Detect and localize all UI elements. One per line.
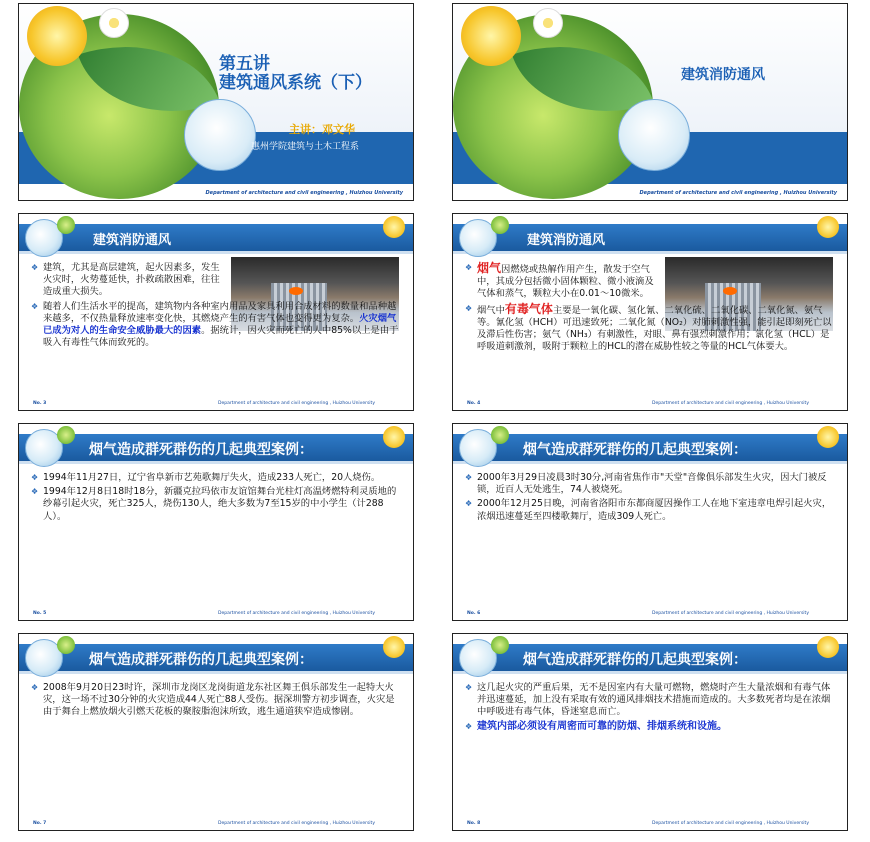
bullet-text: 烟气中 bbox=[477, 304, 505, 316]
slide-title: 烟气造成群死群伤的几起典型案例： bbox=[523, 652, 747, 668]
sprout-orb-image bbox=[618, 99, 690, 171]
slide-7 bbox=[18, 633, 414, 831]
slide-title: 烟气造成群死群伤的几起典型案例： bbox=[89, 442, 313, 458]
footer-department: Department of architecture and civil engineering , Huizhou University bbox=[218, 401, 375, 406]
footer-department: Department of architecture and civil engineering , Huizhou University bbox=[652, 611, 809, 616]
emphasis-text: 火灾烟气已成为对人的生命安全威胁最大的因素 bbox=[43, 312, 397, 337]
bullet-text: 随着人们生活水平的提高，建筑物内各种室内用品及家具利用合成材料的数量和品种越来越多，不仅热量释放速率变化快，其燃烧产生的有害气体也变得更为复杂。 bbox=[43, 300, 397, 324]
bullet-item: ❖ 这几起火灾的严重后果，无不是因室内有大量可燃物，燃烧时产生大量浓烟和有毒气体并迅速蔓延，加上没有采取有效的通风排烟技术措施而造成的。大多数死者均是在浓烟中呼吸进有毒气体，昏迷窒息而亡。 bbox=[465, 682, 837, 719]
bullet-text: 因燃烧或热解作用产生，散发于空气中，其成分包括微小固体颗粒、微小液滴及气体和蒸气，颗粒大小在0.01～10微米。 bbox=[477, 264, 654, 300]
slide-body bbox=[465, 262, 837, 355]
bullet-item bbox=[31, 301, 403, 350]
sun-icon bbox=[27, 6, 87, 66]
slide-5 bbox=[18, 423, 414, 621]
page-number: No. 7 bbox=[33, 821, 47, 826]
sun-icon bbox=[817, 636, 839, 658]
bullet-item: ❖ 建筑内部必须设有周密而可靠的防烟、排烟系统和设施。 bbox=[465, 721, 837, 733]
emphasis-text: 烟气 bbox=[477, 261, 502, 275]
lecture-title: 建筑通风系统（下） bbox=[219, 73, 372, 93]
leaf-icon bbox=[57, 216, 75, 234]
slide-4 bbox=[452, 213, 848, 411]
sun-icon bbox=[461, 6, 521, 66]
bullet-item: ❖ 2000年3月29日凌晨3时30分,河南省焦作市"天堂"音像俱乐部发生火灾，因大门被反锁，近百人无处逃生，74人被烧死。 bbox=[465, 472, 837, 496]
bullet-text: 。据统计，因火灾而死亡的人中85%以上是由于吸入有毒性气体而致死的。 bbox=[43, 325, 399, 349]
header-underline bbox=[453, 671, 847, 674]
page-number: No. 3 bbox=[33, 401, 47, 406]
slide-title: 烟气造成群死群伤的几起典型案例： bbox=[89, 652, 313, 668]
footer-department: Department of architecture and civil engineering , Huizhou University bbox=[205, 190, 403, 196]
section-title: 建筑消防通风 bbox=[681, 67, 765, 83]
page-number: No. 4 bbox=[467, 401, 481, 406]
header-underline bbox=[19, 671, 413, 674]
bullet-item: ❖ 2008年9月20日23时许，深圳市龙岗区龙岗街道龙东社区舞王俱乐部发生一起特大火灾，这一场不过30分钟的火灾造成44人死亡88人受伤。据深圳警方初步调查，火灾是由于舞台上燃放烟火引燃天花板的聚胺脂泡沫所致，逃生通道狭窄造成惨剧。 bbox=[31, 682, 403, 719]
header-underline bbox=[453, 251, 847, 254]
slide-title: 烟气造成群死群伤的几起典型案例： bbox=[523, 442, 747, 458]
lecture-number: 第五讲 bbox=[219, 54, 270, 74]
slide-2 bbox=[452, 3, 848, 201]
sun-icon bbox=[383, 216, 405, 238]
emphasis-text: 有毒气体 bbox=[504, 301, 553, 316]
sun-icon bbox=[817, 426, 839, 448]
bullet-item bbox=[465, 303, 837, 354]
footer-department: Department of architecture and civil engineering , Huizhou University bbox=[218, 611, 375, 616]
bullet-item: ❖ 建筑，尤其是高层建筑，起火因素多，发生火灾时，火势蔓延快，扑救疏散困难，往往造成重大损失。 bbox=[31, 262, 223, 299]
page-number: No. 8 bbox=[467, 821, 481, 826]
slide-body bbox=[31, 682, 403, 721]
slide-body bbox=[31, 262, 403, 351]
slide-3 bbox=[18, 213, 414, 411]
slide-8 bbox=[452, 633, 848, 831]
page-number: No. 5 bbox=[33, 611, 47, 616]
slide-1 bbox=[18, 3, 414, 201]
bullet-text: 主要是一氧化碳、氢化氰、二氧化硫、二氧化碳、二氧化氮、氨气等。氰化氢（HCH）可迅速致死；二氧化氮（NO₂）对肺刺激性强，能引起即刻死亡以及滞后性伤害；氨气（NH₃）有刺激性，对眼、鼻有强烈刺激作用；氯化氢（HCL）是呼吸道刺激剂，吸附于颗粒上的HCL的潜在威胁性较之等量的HCL气体要大。 bbox=[477, 304, 832, 353]
header-underline bbox=[453, 461, 847, 464]
bullet-item: ❖ 2000年12月25日晚，河南省洛阳市东都商厦因操作工人在地下室违章电焊引起火灾，浓烟迅速蔓延至四楼歌舞厅，造成309人死亡。 bbox=[465, 498, 837, 522]
slide-body bbox=[31, 472, 403, 525]
page-number: No. 6 bbox=[467, 611, 481, 616]
slide-header-bar bbox=[19, 224, 413, 253]
leaf-icon bbox=[491, 636, 509, 654]
slide-6 bbox=[452, 423, 848, 621]
bullet-item: ❖ 1994年12月8日18时18分，新疆克拉玛依市友谊馆舞台光柱灯高温烤燃特利灵质地的纱幕引起火灾，死亡325人，烧伤130人，绝大多数为7至15岁的中小学生（计288人）。 bbox=[31, 486, 403, 523]
footer-department: Department of architecture and civil engineering , Huizhou University bbox=[639, 190, 837, 196]
footer-department: Department of architecture and civil engineering , Huizhou University bbox=[652, 821, 809, 826]
flower-icon bbox=[99, 8, 129, 38]
slide-header-bar bbox=[453, 224, 847, 253]
footer-department: Department of architecture and civil engineering , Huizhou University bbox=[218, 821, 375, 826]
slide-title: 建筑消防通风 bbox=[93, 233, 172, 248]
institution: 惠州学院建筑与土木工程系 bbox=[251, 142, 360, 152]
sun-icon bbox=[383, 636, 405, 658]
bullet-item: ❖ 1994年11月27日，辽宁省阜新市艺苑歌舞厅失火，造成233人死亡，20人烧伤。 bbox=[31, 472, 403, 484]
sun-icon bbox=[817, 216, 839, 238]
footer-department: Department of architecture and civil engineering , Huizhou University bbox=[652, 401, 809, 406]
sprout-orb-image bbox=[184, 99, 256, 171]
slide-body bbox=[465, 472, 837, 525]
leaf-icon bbox=[57, 636, 75, 654]
slide-title: 建筑消防通风 bbox=[527, 233, 606, 248]
slide-body bbox=[465, 682, 837, 735]
leaf-icon bbox=[57, 426, 75, 444]
leaf-icon bbox=[491, 426, 509, 444]
header-underline bbox=[19, 251, 413, 254]
header-underline bbox=[19, 461, 413, 464]
speaker: 主讲：邓文华 bbox=[289, 123, 355, 136]
sun-icon bbox=[383, 426, 405, 448]
flower-icon bbox=[533, 8, 563, 38]
leaf-icon bbox=[491, 216, 509, 234]
bullet-item bbox=[465, 262, 657, 301]
